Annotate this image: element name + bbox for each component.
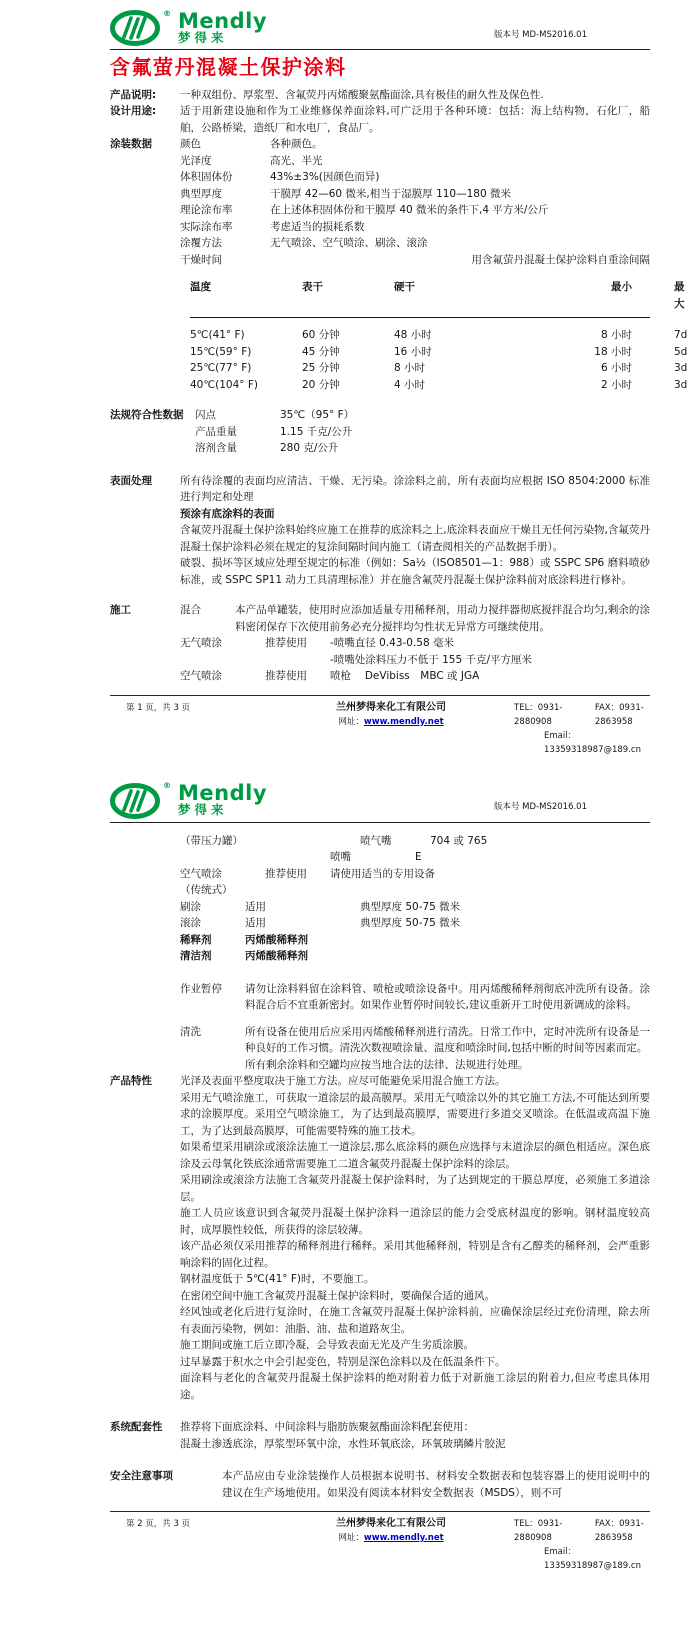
design-use-row — [110, 103, 650, 136]
pause-label: 作业暂停 — [180, 982, 222, 995]
tel-label: TEL：0931-2880908 — [514, 1519, 563, 1543]
company-name: 兰州梦得来化工有限公司 — [336, 701, 446, 713]
datasheet-page-1 — [0, 0, 687, 757]
pause-text: 请勿让涂料料留在涂料管、喷枪或喷涂设备中。用丙烯酸稀释剂彻底冲洗所有设备。涂料混合后不宜重新密封。如果作业暂停时间较长,建议重新开工时使用新调成的涂料。 — [245, 982, 650, 1011]
paragraph: 所有设备在使用后应采用丙烯酸稀释剂进行清洗。日常工作中，定时冲洗所有设备是一种良好的工作习惯。清洗次数视喷涂量、温度和喷涂时间,包括中断的时间等因素而定。 — [245, 1025, 650, 1054]
spacer — [110, 915, 180, 932]
cell: 2 小时 — [600, 378, 632, 391]
coating-value: 高光、半光 — [270, 154, 323, 167]
brand-logo — [110, 781, 267, 819]
cell: 8 小时 — [600, 329, 632, 341]
document-title: 含氟萤丹混凝土保护涂料 — [110, 55, 347, 79]
coating-key: 体积固体份 — [180, 171, 233, 183]
drying-time-row — [180, 252, 650, 269]
coating-key: 光泽度 — [180, 154, 212, 167]
section-label: 表面处理 — [110, 474, 152, 487]
table-body — [190, 318, 687, 393]
spacer — [110, 981, 180, 1014]
reg-value: 1.15 千克/公升 — [280, 425, 353, 438]
page1-header — [110, 0, 650, 46]
coating-value: 43%±3%(因颜色而异) — [270, 171, 380, 183]
application-section — [110, 602, 650, 685]
spacer — [110, 833, 180, 850]
conventional-label-row — [110, 882, 650, 899]
coating-row — [180, 169, 650, 186]
regulatory-row — [195, 440, 650, 457]
suitability-label: 适用 — [245, 917, 266, 929]
coating-value: 干膜厚 42—60 微米,相当于湿膜厚 110—180 微米 — [270, 187, 511, 200]
page2-footer — [110, 1512, 650, 1573]
coating-value: 各种颜色。 — [270, 138, 323, 150]
regulatory-data-section — [110, 407, 650, 457]
contact-block — [506, 701, 650, 757]
reg-key: 产品重量 — [195, 425, 237, 438]
coating-key: 理论涂布率 — [180, 204, 233, 216]
paragraph: 推荐将下面底涂料、中间涂料与脂肪族聚氨酯面涂料配套使用： — [180, 1421, 474, 1433]
system-text — [180, 1419, 650, 1452]
regulatory-row — [195, 424, 650, 441]
section-text: 适于用新建设施和作为工业维修保养面涂料,可广泛用于各种环境：包括：海上结构物，石化厂，船舶，公路桥梁，造纸厂和水电厂，食品厂。 — [180, 105, 650, 134]
coating-key: 实际涂布率 — [180, 220, 233, 233]
recommend-label: 推荐使用 — [265, 867, 307, 880]
contact-block — [506, 1517, 650, 1573]
paragraph: 所有待涂覆的表面均应清洁、干燥、无污染。涂涂料之前，所有表面均应根据 ISO 8504:2000 标准进行判定和处理 — [180, 474, 650, 503]
coating-row — [180, 153, 650, 170]
cell: 16 小时 — [394, 345, 432, 358]
cell: 25 分钟 — [302, 362, 340, 374]
detail-line: 请使用适当的专用设备 — [330, 867, 435, 880]
method-label: 空气喷涂 — [180, 867, 222, 880]
cleaner-value: 丙烯酸稀释剂 — [245, 950, 308, 962]
method-label: 空气喷涂 — [180, 670, 222, 682]
registered-mark: ® — [163, 8, 171, 18]
jet-nozzle-value: 704 或 765 — [430, 834, 488, 847]
cleaning-text — [245, 1024, 650, 1074]
recommend-label: 推荐使用 — [265, 637, 307, 649]
cell: 60 分钟 — [302, 329, 340, 341]
company-name: 兰州梦得来化工有限公司 — [336, 1518, 446, 1529]
detail-line: 喷枪 DeVibiss MBC 或 JGA — [330, 670, 480, 682]
paragraph: 钢材温度低于 5℃(41° F)时，不要施工。 — [180, 1273, 375, 1285]
jet-nozzle-label: 喷气嘴 — [360, 834, 392, 847]
spacer — [110, 899, 180, 916]
cell: 6 小时 — [600, 362, 632, 374]
mendly-logo-icon — [110, 8, 164, 46]
cell: 7d — [674, 329, 687, 341]
fax-label: FAX：0931-2863958 — [594, 702, 644, 727]
subheading: 预涂有底涂料的表面 — [180, 507, 275, 520]
paragraph: 含氟荧丹混凝土保护涂料始终应施工在推荐的底涂料之上,底涂料表面应干燥且无任何污染物,含氟荧丹混凝土保护涂料必须在规定的复涂间隔时间内施工（请查阅相关的产品数据手册）。 — [180, 524, 650, 553]
coating-key: 典型厚度 — [180, 187, 222, 200]
application-rows — [180, 602, 650, 685]
detail-line: 典型厚度 50-75 微米 — [360, 917, 461, 929]
product-features-section — [110, 1073, 650, 1403]
coating-key: 涂覆方法 — [180, 237, 222, 249]
header-divider — [110, 49, 650, 50]
cell: 20 分钟 — [302, 378, 340, 391]
website-link[interactable]: www.mendly.net — [363, 716, 444, 727]
reg-key: 溶剂含量 — [195, 442, 237, 454]
coating-row — [180, 202, 650, 219]
recommend-label: 推荐使用 — [265, 670, 307, 682]
spacer — [110, 866, 180, 883]
cleaner-label: 清洁剂 — [180, 950, 212, 962]
tel-label: TEL：0931-2880908 — [514, 702, 563, 727]
thinner-value: 丙烯酸稀释剂 — [245, 933, 308, 946]
table-row — [190, 344, 687, 361]
coating-row — [180, 136, 650, 153]
surface-prep-section — [110, 473, 650, 589]
table-row — [190, 327, 687, 344]
coating-value: 无气喷涂、空气喷涂、刷涂、滚涂 — [270, 237, 428, 249]
company-block — [276, 701, 506, 757]
section-label: 设计用途: — [110, 105, 157, 117]
spacer — [110, 849, 330, 866]
cleaner-row — [110, 948, 650, 965]
cell: 25℃(77° F) — [190, 362, 252, 374]
email-label: Email：13359318987@189.cn — [544, 730, 641, 755]
detail-line: -喷嘴直径 0.43-0.58 毫米 — [330, 637, 455, 649]
mixing-row — [180, 602, 650, 635]
coating-data-rows — [180, 136, 650, 268]
paragraph: 施工期间或施工后立即冷凝，会导致表面无光及产生劣质涂膜。 — [180, 1339, 474, 1351]
nozzle-value: E — [415, 851, 422, 863]
product-description-row — [110, 87, 650, 104]
brand-name: Mendly — [178, 781, 268, 805]
paragraph: 施工人员应该意识到含氟荧丹混凝土保护涂料一道涂层的能力会受底材温度的影响。钢材温度较高时，成厚膜性较低，所获得的涂层较薄。 — [180, 1207, 650, 1236]
coating-row — [180, 186, 650, 203]
cell: 45 分钟 — [302, 345, 340, 358]
col-header: 硬干 — [394, 281, 415, 293]
detail-line: -喷嘴处涂料压力不低于 155 千克/平方厘米 — [330, 653, 533, 666]
col-header: 表干 — [302, 281, 323, 293]
drying-time-table — [190, 279, 687, 393]
coating-data-section — [110, 136, 650, 268]
page2-header — [110, 773, 650, 819]
col-header: 最大 — [674, 281, 685, 310]
section-label: 施工 — [110, 604, 131, 616]
method-label: 刷涂 — [180, 900, 201, 913]
registered-mark: ® — [163, 781, 171, 791]
section-label: 安全注意事项 — [110, 1470, 173, 1482]
surface-prep-text — [180, 473, 650, 589]
email-label: Email：13359318987@189.cn — [544, 1547, 641, 1571]
brush-row — [110, 899, 650, 916]
table-row — [190, 360, 687, 377]
spacer — [110, 948, 180, 965]
pressure-pot-label: （带压力罐） — [180, 834, 243, 847]
spacer — [110, 1024, 180, 1074]
nozzle-label: 喷嘴 — [330, 851, 351, 863]
section-label: 产品说明: — [110, 88, 157, 101]
safety-section — [110, 1468, 650, 1501]
paragraph: 混凝土渗透底涂，厚浆型环氧中涂，水性环氧底涂，环氧玻璃鳞片胶泥 — [180, 1437, 506, 1450]
coating-key: 颜色 — [180, 138, 201, 150]
brand-name-cn: 梦得来 — [178, 29, 228, 45]
section-label: 产品特性 — [110, 1075, 152, 1087]
cleaning-row — [110, 1024, 650, 1074]
header-divider — [110, 822, 650, 823]
cell: 3d — [674, 378, 687, 391]
paragraph: 该产品必须仅采用推荐的稀释剂进行稀释。采用其他稀释剂，特别是含有乙醇类的稀释剂，会严重影响涂料的固化过程。 — [180, 1240, 650, 1269]
cleaning-label: 清洗 — [180, 1025, 201, 1038]
company-block — [276, 1517, 506, 1573]
paragraph: 破裂、损坏等区域应处理至规定的标准（例如：Sa½（ISO8501—1：988）或 SSPC SP6 磨料喷砂标准，或 SSPC SP11 动力工具清理标准）并在施含氟荧丹混凝土保护涂料前对底涂料进行修补。 — [180, 557, 650, 586]
paragraph: 面涂料与老化的含氟荧丹混凝土保护涂料的绝对附着力低于对新施工涂层的附着力,但应考虑具体用途。 — [180, 1372, 650, 1401]
mendly-logo-icon — [110, 781, 164, 819]
page1-footer — [110, 696, 650, 757]
section-text: 一种双组份、厚浆型、含氟荧丹丙烯酸聚氨酯面涂,具有极佳的耐久性及保色性. — [180, 88, 544, 101]
datasheet-page-2 — [0, 773, 687, 1574]
paragraph: 采用无气喷涂施工，可获取一道涂层的最高膜厚。采用无气喷涂以外的其它施工方法,不可能达到所要求的涂膜厚度。采用空气喷涂施工，为了达到最高膜厚，需要进行多道交叉喷涂。在低温或高温下施工，为了达到最高膜厚，可能需要特殊的施工技术。 — [180, 1091, 650, 1137]
website-link[interactable]: www.mendly.net — [363, 1533, 444, 1543]
paragraph: 采用刷涂或滚涂方法施工含氟荧丹混凝土保护涂料时，为了达到规定的干膜总厚度，必须施工多道涂层。 — [180, 1174, 650, 1203]
coating-row — [180, 235, 650, 252]
coating-value: 考虑适当的损耗系数 — [270, 220, 365, 233]
brand-name: Mendly — [178, 8, 268, 33]
table-row — [190, 377, 687, 394]
section-label: 系统配套性 — [110, 1421, 163, 1433]
work-pause-row — [110, 981, 650, 1014]
table-header-row — [190, 279, 685, 318]
col-header: 温度 — [190, 281, 211, 293]
system-compatibility-section — [110, 1419, 650, 1452]
paragraph: 所有剩余涂料和空罐均应按当地合法的法律、法规进行处理。 — [245, 1058, 529, 1071]
cell: 40℃(104° F) — [190, 378, 259, 391]
cell: 15℃(59° F) — [190, 345, 252, 358]
cell: 3d — [674, 362, 687, 374]
thinner-label: 稀释剂 — [180, 933, 212, 946]
paragraph: 光泽及表面平整度取决于施工方法。应尽可能避免采用混合施工方法。 — [180, 1075, 506, 1087]
cell: 48 小时 — [394, 329, 432, 341]
app-text: 本产品单罐装，使用时应添加适量专用稀释剂，用动力搅拌器彻底搅拌混合均匀,剩余的涂料密闭保存下次使用前务必充分搅拌均匀性状无异常方可继续使用。 — [235, 604, 650, 633]
thinner-row — [110, 932, 650, 949]
features-text — [180, 1073, 650, 1403]
paragraph: 如果希望采用刷涂或滚涂法施工一道涂层,那么底涂料的颜色应选择与末道涂层的颜色相适应。深色底涂及云母氧化铁底涂通常需要施工二道含氟荧丹混凝土保护涂料的涂层。 — [180, 1141, 650, 1170]
reg-value: 35℃（95° F） — [280, 409, 355, 421]
version-label: 版本号 MD-MS2016.01 — [493, 29, 587, 40]
method-label: 滚涂 — [180, 917, 201, 929]
suitability-label: 适用 — [245, 900, 266, 913]
regulatory-rows — [195, 407, 650, 457]
cell: 4 小时 — [394, 378, 426, 391]
cell: 5℃(41° F) — [190, 329, 245, 341]
reg-value: 280 克/公升 — [280, 442, 339, 454]
app-key: 混合 — [180, 604, 201, 616]
pressure-pot-row — [110, 833, 650, 850]
section-label: 涂装数据 — [110, 138, 152, 150]
website-label: 网址： — [338, 1533, 364, 1543]
brand-logo — [110, 8, 267, 46]
section-label: 法规符合性数据 — [110, 409, 184, 421]
coating-key: 干燥时间 — [180, 253, 222, 266]
spacer — [110, 882, 180, 899]
air-spray-row — [180, 668, 650, 685]
airless-spray-row — [180, 635, 650, 668]
website-label: 网址： — [338, 716, 364, 727]
version-label: 版本号 MD-MS2016.01 — [493, 802, 587, 812]
nozzle-row — [110, 849, 650, 866]
method-label: 无气喷涂 — [180, 637, 222, 649]
page-number: 第 1 页，共 3 页 — [126, 702, 191, 713]
reg-key: 闪点 — [195, 409, 216, 421]
drying-note: 用含氟萤丹混凝土保护涂料自重涂间隔 — [471, 253, 650, 266]
cell: 5d — [674, 345, 687, 358]
paragraph: 在密闭空间中施工含氟荧丹混凝土保护涂料时，要确保合适的通风。 — [180, 1289, 495, 1302]
fax-label: FAX：0931-2863958 — [594, 1519, 644, 1543]
method-sublabel: （传统式） — [180, 884, 233, 896]
cell: 8 小时 — [394, 362, 426, 374]
air-spray-conventional-row — [110, 866, 650, 883]
spacer — [110, 932, 180, 949]
detail-line: 典型厚度 50-75 微米 — [360, 900, 461, 913]
col-header: 最小 — [611, 281, 632, 293]
cell: 18 小时 — [594, 345, 632, 358]
coating-row — [180, 219, 650, 236]
regulatory-row — [195, 407, 650, 424]
paragraph: 过早暴露于积水之中会引起变色，特别是深色涂料以及在低温条件下。 — [180, 1355, 506, 1368]
airless-details — [330, 635, 650, 668]
paragraph: 经风蚀或老化后进行复涂时，在施工含氟荧丹混凝土保护涂料前，应确保涂层经过充份清理，除去所有表面污染物，例如：油脂、油、盐和道路灰尘。 — [180, 1306, 650, 1335]
safety-text: 本产品应由专业涂装操作人员根据本说明书、材料安全数据表和包装容器上的使用说明中的建议在生产场地使用。如果没有阅读本材料安全数据表（MSDS），则不可 — [222, 1470, 650, 1499]
roller-row — [110, 915, 650, 932]
brand-name-cn: 梦得来 — [178, 802, 228, 817]
page-number: 第 2 页，共 3 页 — [126, 1519, 191, 1529]
coating-value: 在上述体积固体份和干膜厚 40 微米的条件下,4 平方米/公斤 — [270, 204, 549, 216]
